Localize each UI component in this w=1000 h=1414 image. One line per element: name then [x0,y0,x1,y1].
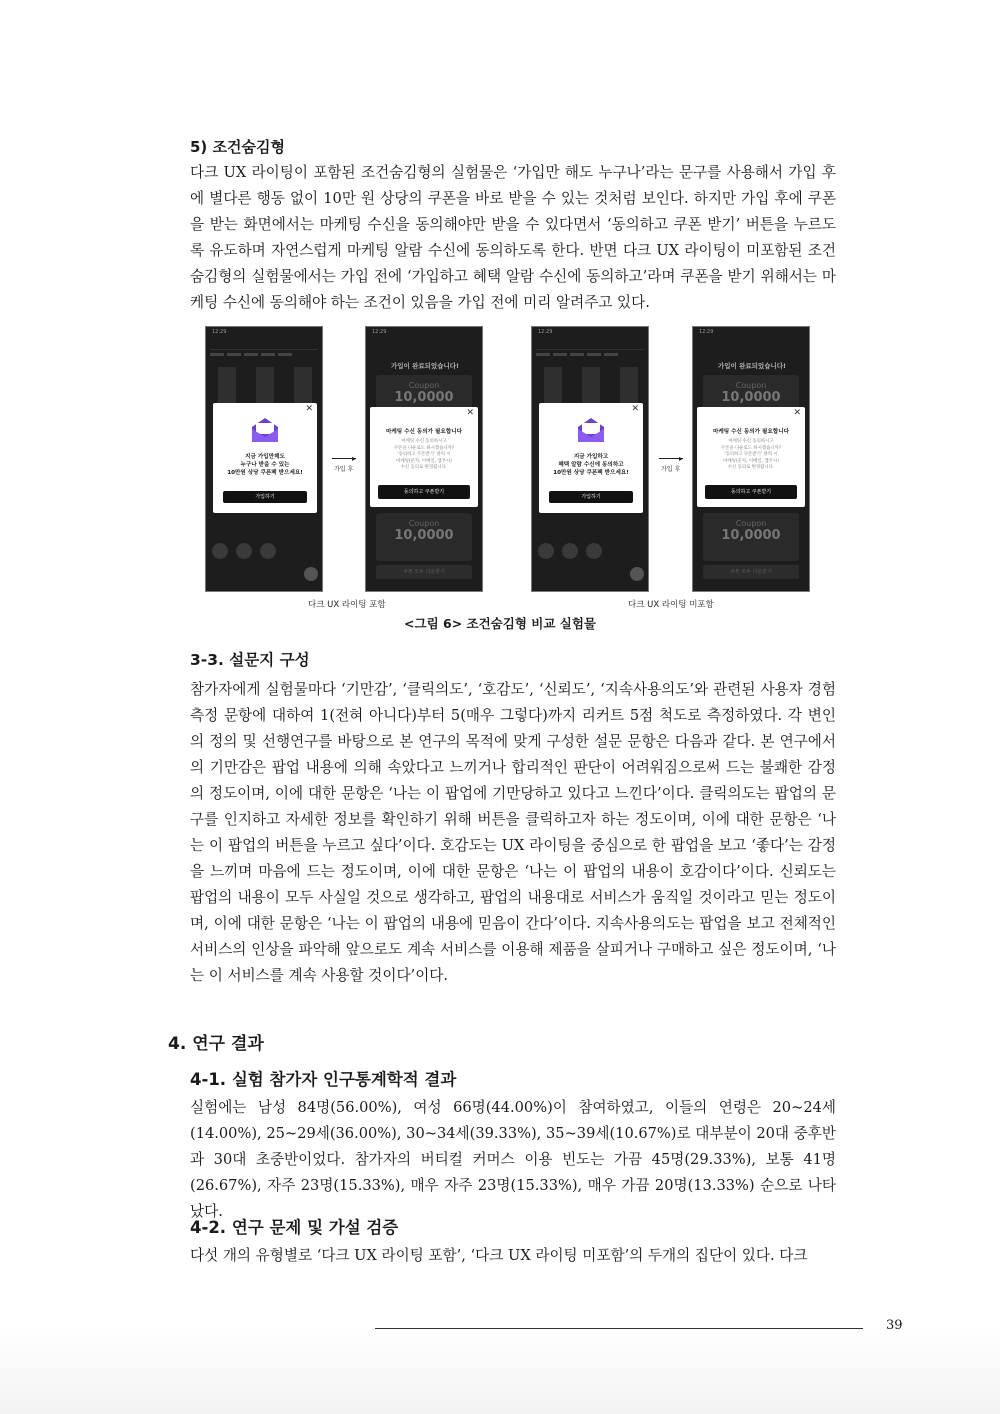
coupon-download-button: 쿠폰 모두 다운받기 [703,565,799,579]
brand-circles [212,543,284,563]
product-thumbnails [538,367,642,407]
figure-label-dark: 다크 UX 라이팅 포함 [308,600,386,610]
close-icon: ✕ [305,404,313,414]
section-heading-3-3: 3-3. 설문지 구성 [190,651,310,669]
consent-button: 동의하고 쿠폰받기 [705,485,797,499]
page-number: 39 [886,1318,903,1333]
section-heading-4-2: 4-2. 연구 문제 및 가설 검증 [190,1218,399,1237]
phone-screen-dark-consent [365,326,483,592]
consent-title: 마케팅 수신 동의가 필요합니다 [385,429,463,435]
product-thumbnails [212,367,316,407]
consent-title: 마케팅 수신 동의가 필요합니다 [712,429,790,435]
coupon-download-button: 쿠폰 모두 다운받기 [376,565,472,579]
status-time: 12:29 [372,329,387,335]
consent-button: 동의하고 쿠폰받기 [378,485,470,499]
close-icon: ✕ [793,408,801,418]
page-shadow [0,1324,1000,1414]
phone-screen-nodark-signup [531,326,649,592]
scroll-top-icon [304,567,318,581]
phone-screen-nodark-consent [692,326,810,592]
section-3-3-paragraph: 참가자에게 실험물마다 ‘기만감’, ‘클릭의도’, ‘호감도’, ‘신뢰도’, ‘지속사용의도’와 관련된 사용자 경험 측정 문항에 대하여 1(전혀 아니다)부터 5(매우 그렇다)까지 리커트 5점 척도로 측정하였다. 각 변인의 정의 및 선행연구를 바탕으로 본 연구의 목적에 맞게 구성한 설문 문항은 다음과 같다. 본 연구에서의 기만감은 팝업 내용에 의해 속았다고 느끼거나 합리적인 판단이 어려워짐으로써 드는 불쾌한 감정의 정도이며, 이에 대한 문항은 ‘나는 이 팝업에 기만당하고 있다고 느낀다’이다. 클릭의도는 팝업의 문구를 인지하고 자세한 정보를 확인하기 위해 버튼을 클릭하고자 하는 정도이며, 이에 대한 문항은 ‘나는 이 팝업의 버튼을 누르고 싶다’이다. 호감도는 UX 라이팅을 중심으로 한 팝업을 보고 ‘좋다’는 감정을 느끼며 마음에 드는 정도이며, 이에 대한 문항은 ‘나는 이 팝업의 내용이 호감이다’이다. 신뢰도는 팝업의 내용이 모두 사실일 것으로 생각하고, 팝업의 내용대로 서비스가 움직일 것이라고 믿는 정도이며, 이에 대한 문항은 ‘나는 이 팝업의 내용에 믿음이 간다’이다. 지속사용의도는 팝업을 보고 전체적인 서비스의 인상을 파악해 앞으로도 계속 서비스를 이용해 제품을 살피거나 구매하고 싶은 정도이며, ‘나는 이 서비스를 계속 사용할 것이다’이다. [190,681,836,984]
section-4-1-paragraph: 실험에는 남성 84명(56.00%), 여성 66명(44.00%)이 참여하였고, 이들의 연령은 20~24세(14.00%), 25~29세(36.00%), 30~34세(39.33%), 35~39세(10.67%)로 대부분이 20대 중후반과 30대 초중반이었다. 참가자의 버티컬 커머스 이용 빈도는 가끔 45명(29.33%), 보통 41명(26.67%), 자주 23명(15.33%), 매우 자주 23명(15.33%), 매우 가끔 20명(13.33%) 순으로 나타났다. [190,1099,836,1220]
section-4-2-paragraph: 다섯 개의 유형별로 ‘다크 UX 라이팅 포함’, ‘다크 UX 라이팅 미포함’의 두개의 집단이 있다. 다크 [190,1247,808,1264]
status-time: 12:29 [699,329,714,335]
consent-description: 마케팅 수신 동의하시고 쿠폰을 다운로드 하시겠습니까? '동의하고 쿠폰받기' 클릭 시 마케팅(문자, 이메일, 앱푸시) 수신 동의로 변경됩니다. [720,439,782,470]
status-time: 12:29 [538,329,553,335]
brand-circles [538,543,610,563]
status-time: 12:29 [212,329,227,335]
envelope-icon [577,417,605,443]
coupon-card: Coupon 10,0000 [376,375,472,423]
signup-button: 가입하기 [549,491,633,503]
category-strip [536,341,644,350]
marketing-consent-popup [697,407,805,507]
section-5-paragraph: 다크 UX 라이팅이 포함된 조건숨김형의 실험물은 ‘가입만 해도 누구나’라는 문구를 사용해서 가입 후에 별다른 행동 없이 10만 원 상당의 쿠폰을 바로 받을 수 있는 것처럼 보인다. 하지만 가입 후에 쿠폰을 받는 화면에서는 마케팅 수신을 동의해야만 받을 수 있다면서 ‘동의하고 쿠폰 받기’ 버튼을 누르도록 유도하며 자연스럽게 마케팅 알람 수신에 동의하도록 한다. 반면 다크 UX 라이팅이 미포함된 조건숨김형의 실험물에서는 가입 전에 ‘가입하고 혜택 알람 수신에 동의하고’라며 쿠폰을 받기 위해서는 마케팅 수신에 동의해야 하는 조건이 있음을 가입 전에 미리 알려주고 있다. [190,164,836,311]
envelope-icon [251,417,279,443]
section-heading-4: 4. 연구 결과 [168,1034,264,1054]
close-icon: ✕ [466,408,474,418]
section-heading-5: 5) 조건숨김형 [190,138,285,156]
coupon-card: Coupon 10,0000 [703,375,799,423]
phone-screen-dark-signup [205,326,323,592]
figure-label-nodark: 다크 UX 라이팅 미포함 [628,600,714,610]
section-heading-4-1: 4-1. 실험 참가자 인구통계학적 결과 [190,1070,457,1089]
figure-6: 12:29 ✕ 지금 가입만해도 누구나 받을 수 있는 10만원 상당 쿠폰팩 받으세요! 가입하기 ▸ 가입 후 12:29 가입이 완료되었습니다! Coupon 10,0000 Coupon 10,0000 쿠폰 모두 다운받기 ✕ 마케팅 수신 동의가 필요합니다 마케팅 수신 동의하시고 쿠폰을 다운로드 하시겠습니까? '동의하고 쿠폰받기' 클릭 시 마케팅(문자, 이메일, 앱푸시) 수신 동의로 변경됩니다. 동의하고 쿠폰받기 12:29 ✕ 지금 가입하고 혜택 알람 수신에 동의하고 10만원 상당 쿠폰팩 받으세요! 가입하기 ▸ 가입 후 12:29 가입이 완료되었습니다! Coupon 10,0000 Coupon 10,0000 쿠폰 모두 다운받기 ✕ 마케팅 수신 동의가 필요합니다 마케팅 수신 동의하시고 쿠폰을 다운로드 하시겠습니까? '동의하고 쿠폰받기' 클릭 시 마케팅(문자, 이메일, 앱푸시) 수신 동의로 변경됩니다. 동의하고 쿠폰받기 [205,326,810,592]
consent-description: 마케팅 수신 동의하시고 쿠폰을 다운로드 하시겠습니까? '동의하고 쿠폰받기' 클릭 시 마케팅(문자, 이메일, 앱푸시) 수신 동의로 변경됩니다. [393,439,455,470]
coupon-card: Coupon 10,0000 [703,513,799,561]
marketing-consent-popup [370,407,478,507]
signup-button: 가입하기 [223,491,307,503]
category-strip [210,341,318,350]
signup-complete-title: 가입이 완료되었습니다! [390,362,460,370]
signup-popup-dark [213,403,317,513]
coupon-card: Coupon 10,0000 [376,513,472,561]
popup-message: 지금 가입만해도 누구나 받을 수 있는 10만원 상당 쿠폰팩 받으세요! [227,454,303,476]
figure-caption: <그림 6> 조건숨김형 비교 실험물 [404,616,596,631]
popup-message: 지금 가입하고 혜택 알람 수신에 동의하고 10만원 상당 쿠폰팩 받으세요! [553,454,629,476]
signup-complete-title: 가입이 완료되었습니다! [717,362,787,370]
close-icon: ✕ [631,404,639,414]
signup-popup-nodark [539,403,643,513]
footer-rule [375,1328,863,1329]
scroll-top-icon [630,567,644,581]
